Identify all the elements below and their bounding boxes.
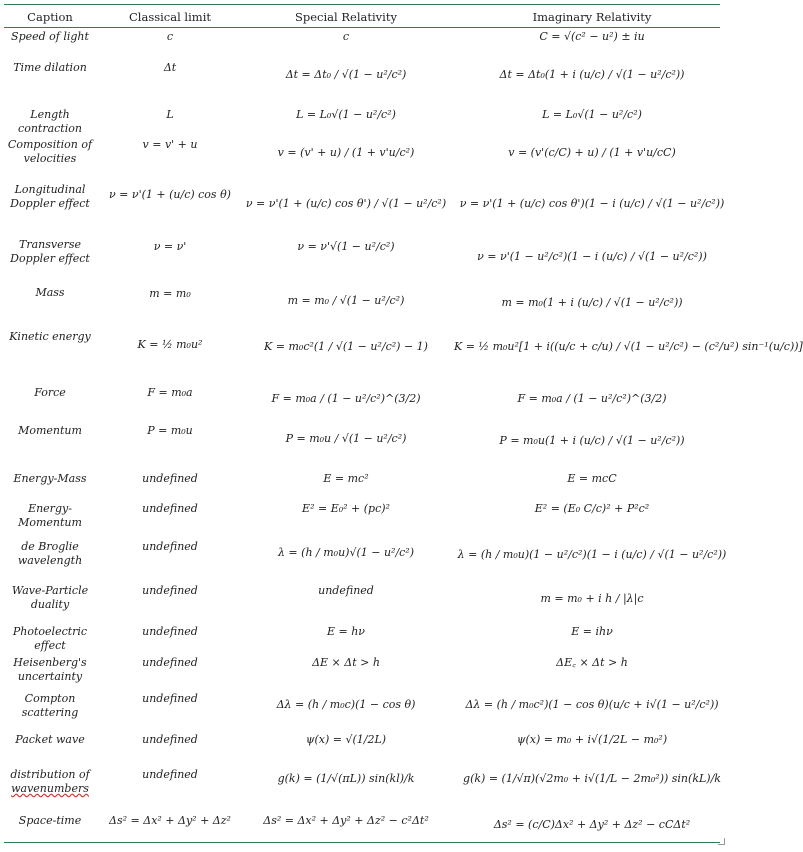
row-classical: undefined [142, 540, 198, 553]
row-imaginary: Δt = Δt₀(1 + i (u/c) / √(1 − u²/c²)) [499, 68, 685, 81]
row-classical: K = ½ m₀u² [137, 338, 203, 351]
row-special: ΔE × Δt > h [312, 656, 380, 669]
row-classical: undefined [142, 733, 198, 746]
row-classical: ν = ν' [153, 240, 187, 253]
row-imaginary: Δλ = (h / m₀c²)(1 − cos θ)(u/c + i√(1 − u²/c²)) [465, 698, 719, 711]
row-classical: undefined [142, 472, 198, 485]
row-special: Δs² = Δx² + Δy² + Δz² − c²Δt² [263, 814, 429, 827]
row-imaginary: L = L₀√(1 − u²/c²) [542, 108, 642, 121]
row-classical: undefined [142, 692, 198, 705]
row-classical: undefined [142, 502, 198, 515]
row-special: ν = ν'√(1 − u²/c²) [297, 240, 395, 253]
row-special: Δt = Δt₀ / √(1 − u²/c²) [285, 68, 407, 81]
row-classical: undefined [142, 656, 198, 669]
row-classical: Δt [163, 61, 177, 74]
row-classical: v = v' + u [142, 138, 198, 151]
row-caption [4, 768, 96, 796]
row-caption: Energy-Momentum [18, 502, 82, 529]
row-special: Δλ = (h / m₀c)(1 − cos θ) [276, 698, 416, 711]
row-imaginary: E = ihν [571, 625, 613, 638]
row-caption: Momentum [18, 424, 82, 437]
page-corner-mark [718, 838, 725, 845]
row-caption: Composition of velocities [7, 138, 93, 165]
row-classical: undefined [142, 625, 198, 638]
row-caption: Compton scattering [21, 692, 79, 719]
row-imaginary: F = m₀a / (1 − u²/c²)^(3/2) [517, 392, 667, 405]
row-special: m = m₀ / √(1 − u²/c²) [287, 294, 405, 307]
row-caption: Photoelectric effect [12, 625, 88, 652]
row-caption: Time dilation [13, 61, 87, 74]
row-special: E = hν [326, 625, 365, 638]
row-special: undefined [318, 584, 374, 597]
header-imaginary-relativity: Imaginary Relativity [532, 10, 652, 24]
row-imaginary: ψ(x) = m₀ + i√(1/2L − m₀²) [516, 733, 668, 746]
row-caption: Kinetic energy [9, 330, 91, 343]
row-imaginary: m = m₀ + i h / |λ|c [540, 592, 644, 605]
row-caption-text: distribution of wavenumbers [10, 768, 90, 795]
row-classical: c [166, 30, 174, 43]
row-imaginary: K = ½ m₀u²[1 + i((u/c + c/u) / √(1 − u²/c²) − (c²/u²) sin⁻¹(u/c))] [454, 340, 803, 353]
row-caption: Transverse Doppler effect [10, 238, 90, 265]
row-classical: Δs² = Δx² + Δy² + Δz² [109, 814, 231, 827]
row-imaginary: ν = ν'(1 − u²/c²)(1 − i (u/c) / √(1 − u²/c²)) [477, 250, 707, 263]
row-special: ψ(x) = √(1/2L) [305, 733, 387, 746]
header-special-relativity: Special Relativity [295, 10, 397, 24]
row-special: E² = E₀² + (pc)² [302, 502, 390, 515]
row-special: L = L₀√(1 − u²/c²) [296, 108, 396, 121]
row-classical: P = m₀u [147, 424, 193, 437]
row-special: c [342, 30, 350, 43]
header-caption: Caption [27, 10, 73, 24]
row-caption: Speed of light [11, 30, 89, 43]
row-special: K = m₀c²(1 / √(1 − u²/c²) − 1) [264, 340, 428, 353]
row-caption: de Broglie wavelength [17, 540, 83, 567]
row-caption: Force [34, 386, 66, 399]
row-imaginary: ΔE꜀ × Δt > h [556, 656, 628, 669]
row-caption: Longitudinal Doppler effect [10, 183, 90, 210]
row-special: v = (v' + u) / (1 + v'u/c²) [277, 146, 415, 159]
row-imaginary: ν = ν'(1 + (u/c) cos θ')(1 − i (u/c) / √(1 − u²/c²)) [459, 197, 725, 210]
row-imaginary: λ = (h / m₀u)(1 − u²/c²)(1 − i (u/c) / √(1 − u²/c²)) [457, 548, 727, 561]
row-imaginary: m = m₀(1 + i (u/c) / √(1 − u²/c²)) [501, 296, 683, 309]
row-caption: Heisenberg's uncertainty [13, 656, 87, 683]
row-classical: F = m₀a [147, 386, 193, 399]
row-imaginary: g(k) = (1/√π)(√2m₀ + i√(1/L − 2m₀²)) sin(kL)/k [463, 772, 721, 785]
row-special: E = mc² [323, 472, 369, 485]
row-special: λ = (h / m₀u)√(1 − u²/c²) [277, 546, 415, 559]
row-special: g(k) = (1/√(πL)) sin(kl)/k [277, 772, 415, 785]
table-top-rule [4, 4, 720, 5]
row-classical: m = m₀ [149, 287, 191, 300]
row-caption: Packet wave [15, 733, 85, 746]
row-imaginary: E² = (E₀ C/c)² + P²c² [534, 502, 650, 515]
row-caption: Wave-Particle duality [11, 584, 89, 611]
row-classical: undefined [142, 584, 198, 597]
row-classical: L [166, 108, 174, 121]
row-classical: ν = ν'(1 + (u/c) cos θ) [109, 188, 231, 201]
row-imaginary: P = m₀u(1 + i (u/c) / √(1 − u²/c²)) [499, 434, 685, 447]
row-caption: Length contraction [18, 108, 82, 135]
row-special: ν = ν'(1 + (u/c) cos θ') / √(1 − u²/c²) [245, 197, 447, 210]
row-imaginary: Δs² = (c/C)Δx² + Δy² + Δz² − cCΔt² [493, 818, 691, 831]
header-bottom-rule [4, 27, 720, 28]
row-caption: Mass [35, 286, 65, 299]
row-special: F = m₀a / (1 − u²/c²)^(3/2) [271, 392, 421, 405]
row-caption: Space-time [18, 814, 82, 827]
table-bottom-rule [4, 842, 720, 843]
row-special: P = m₀u / √(1 − u²/c²) [285, 432, 407, 445]
row-imaginary: v = (v'(c/C) + u) / (1 + v'u/cC) [508, 146, 676, 159]
row-imaginary: E = mcC [567, 472, 617, 485]
row-imaginary: C = √(c² − u²) ± iu [539, 30, 645, 43]
header-classical-limit: Classical limit [128, 10, 211, 24]
row-caption: Energy-Mass [13, 472, 87, 485]
row-classical: undefined [142, 768, 198, 781]
